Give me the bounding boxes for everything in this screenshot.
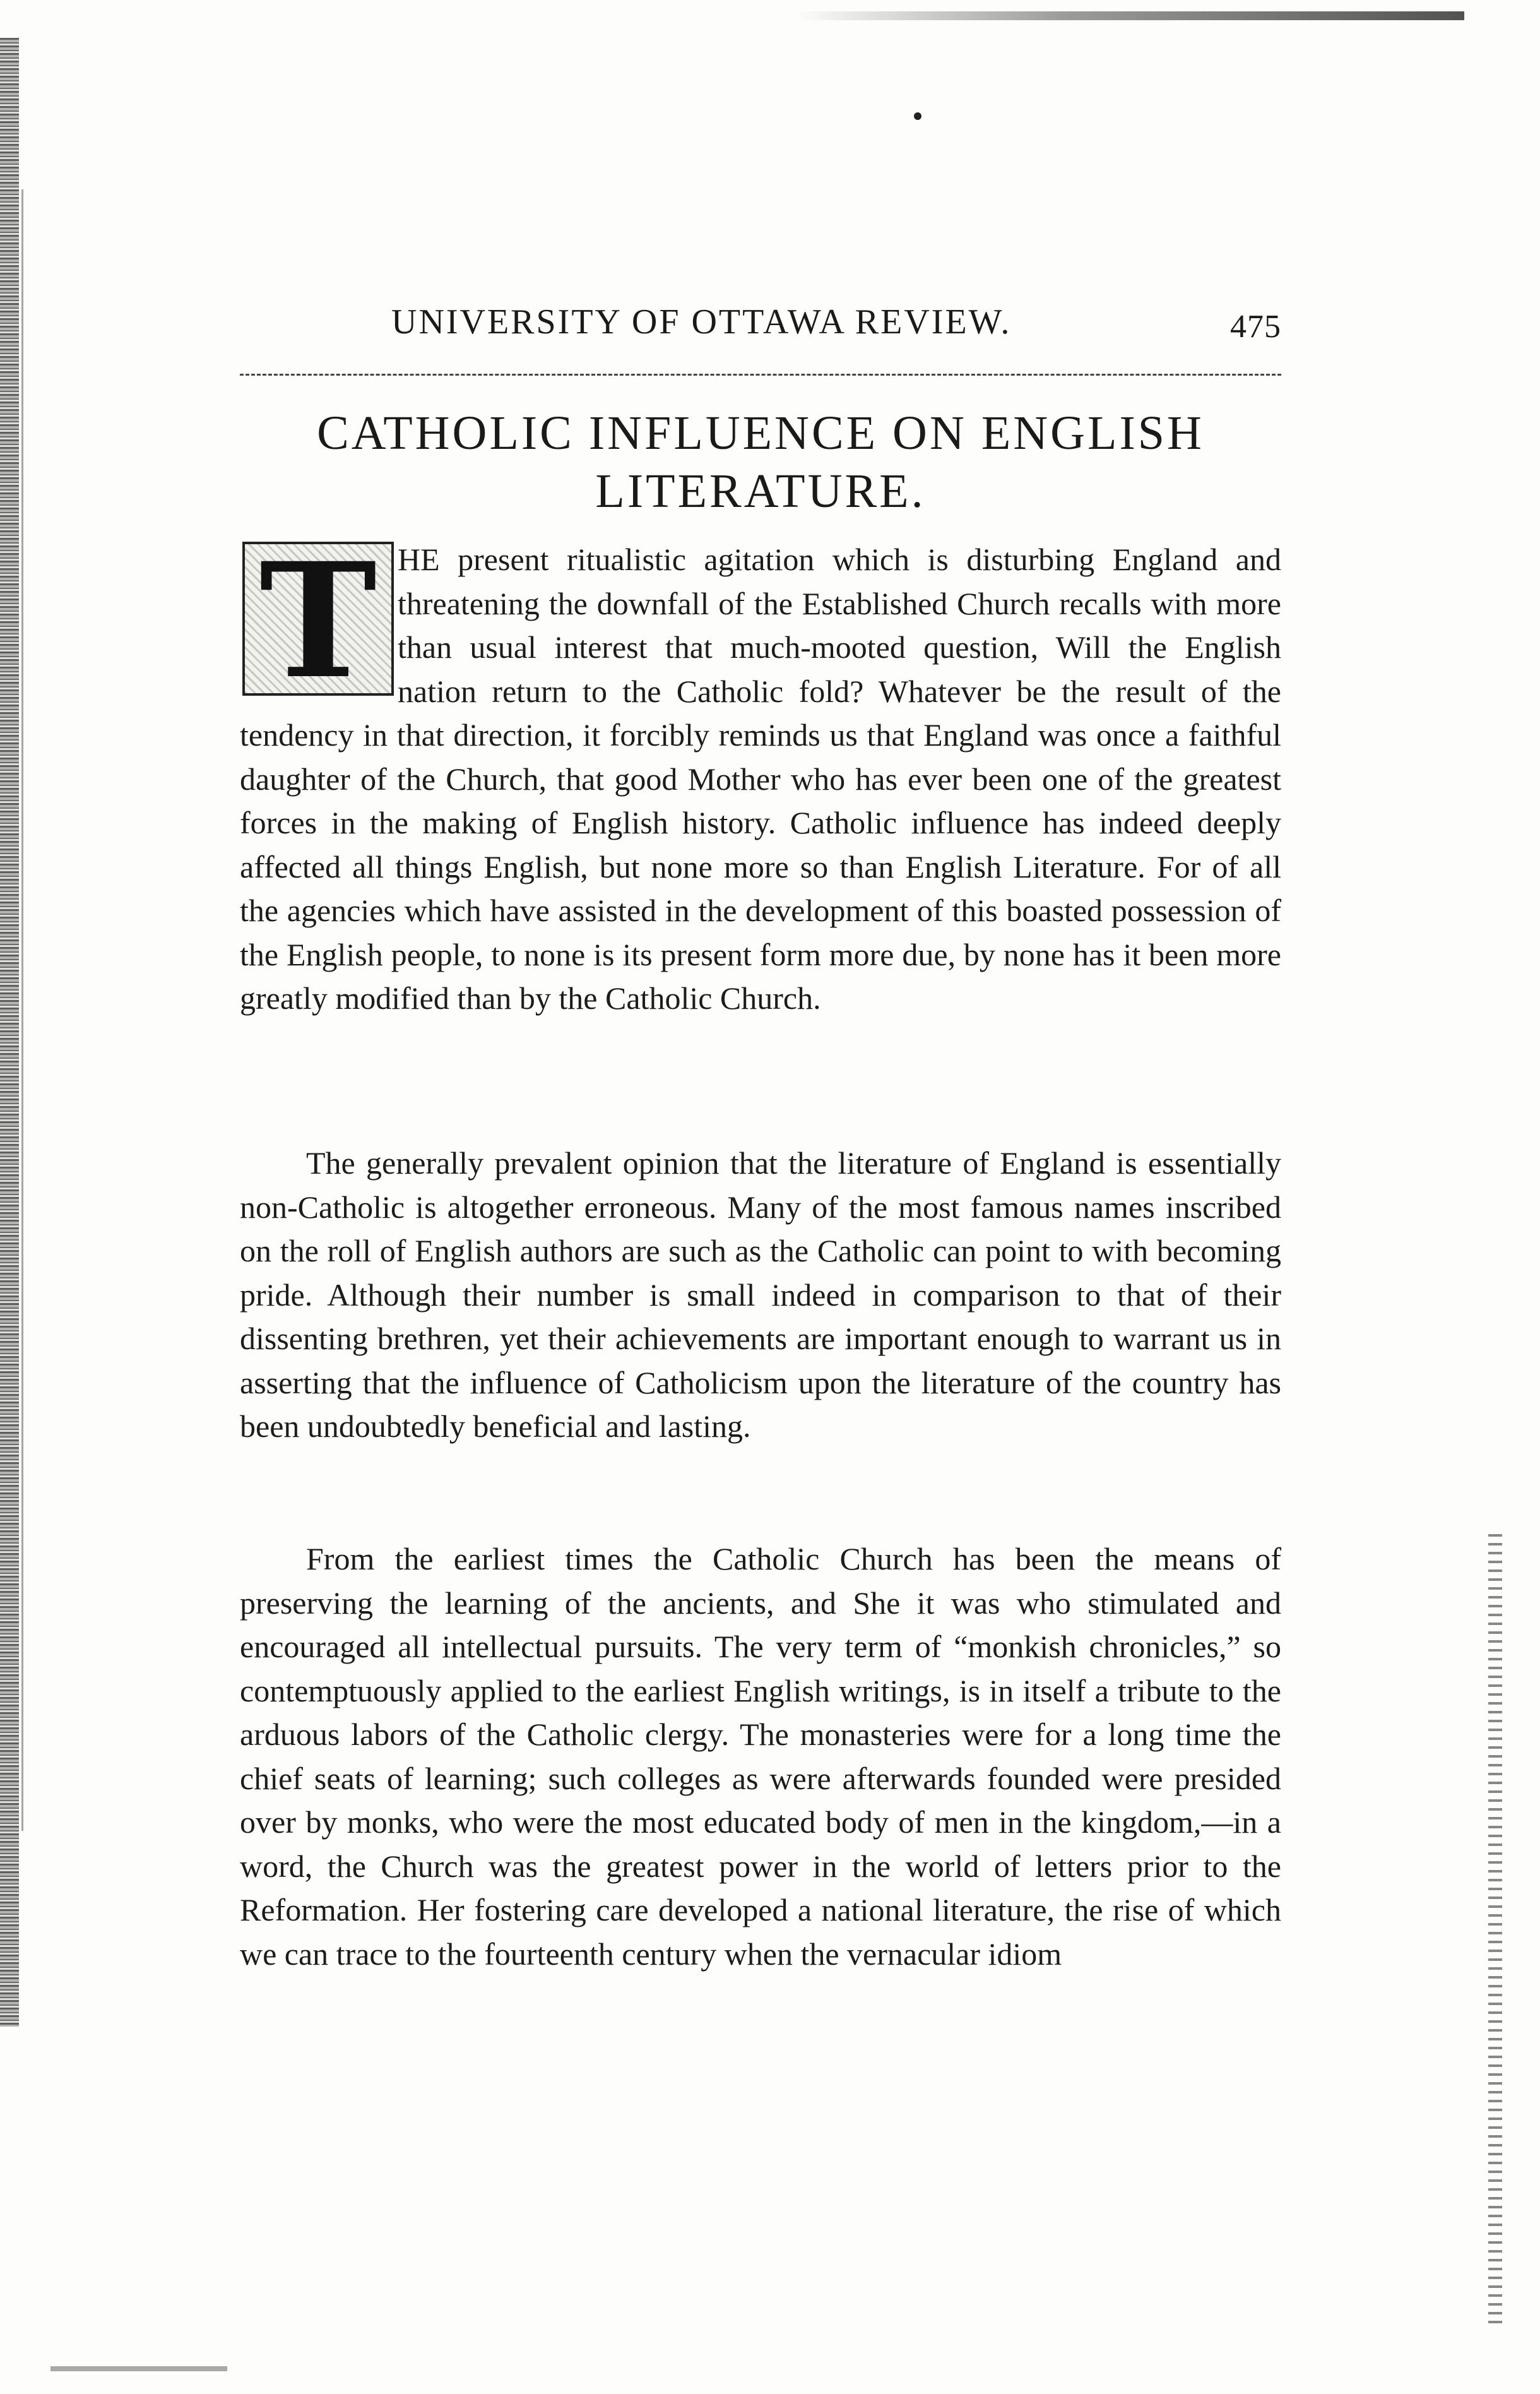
- article-title: CATHOLIC INFLUENCE ON ENGLISH LITERATURE.: [317, 407, 1204, 518]
- drop-cap-ornament: [242, 542, 394, 696]
- scan-edge-right: [1488, 1534, 1502, 2330]
- paragraph-1-text: HE present ritualistic agitation which is disturbing England and threatening the downfall of the Established Church recalls with more than usual interest that much-mooted question, Will the English nation return to the Catholic fold? Whatever be the result of the tendency in that direction, it forcibly reminds us that England was once a faithful daughter of the Church, that good Mother who has ever been one of the greatest forces in the making of English history. Catholic influence has indeed deeply affected all things English, but none more so than English Literature. For of all the agencies which have assisted in the development of this boasted possession of the English people, to none is its present form more due, by none has it been more greatly modified than by the Catholic Church.: [240, 542, 1281, 1016]
- paragraph-3: From the earliest times the Catholic Church has been the means of preserving the learning of the ancients, and She it was who stimulated and encouraged all intellectual pursuits. The very term of “monkish chronicles,” so contemptuously applied to the earliest English writings, is in itself a tribute to the arduous labors of the Catholic clergy. The monasteries were for a long time the chief seats of learning; such colleges as were afterwards founded were presided over by monks, who were the most educated body of men in the kingdom,—in a word, the Church was the greatest power in the world of letters prior to the Reformation. Her fostering care developed a national literature, the rise of which we can trace to the fourteenth century when the vernacular idiom: [240, 1541, 1281, 1972]
- page-number: 475: [1230, 309, 1281, 345]
- journal-title: UNIVERSITY OF OTTAWA REVIEW.: [391, 302, 1012, 342]
- scan-edge-bottom: [50, 2366, 227, 2371]
- scan-edge-left: [0, 38, 19, 2027]
- scan-edge-top: [795, 11, 1464, 20]
- header-rule: [240, 374, 1281, 376]
- ink-speck: [914, 112, 921, 120]
- scan-edge-line: [21, 189, 23, 1831]
- paragraph-1: [240, 538, 1281, 1021]
- running-head: [391, 302, 1281, 352]
- paragraph-2: The generally prevalent opinion that the literature of England is essentially non-Catholic is altogether erroneous. Many of the most famous names inscribed on the roll of English authors are such as the Catholic can point to with becoming pride. Although their number is small indeed in comparison to that of their dissenting brethren, yet their achievements are important enough to warrant us in asserting that the influence of Catholicism upon the literature of the country has been undoubtedly beneficial and lasting.: [240, 1145, 1281, 1444]
- drop-cap-letter: T: [259, 542, 377, 696]
